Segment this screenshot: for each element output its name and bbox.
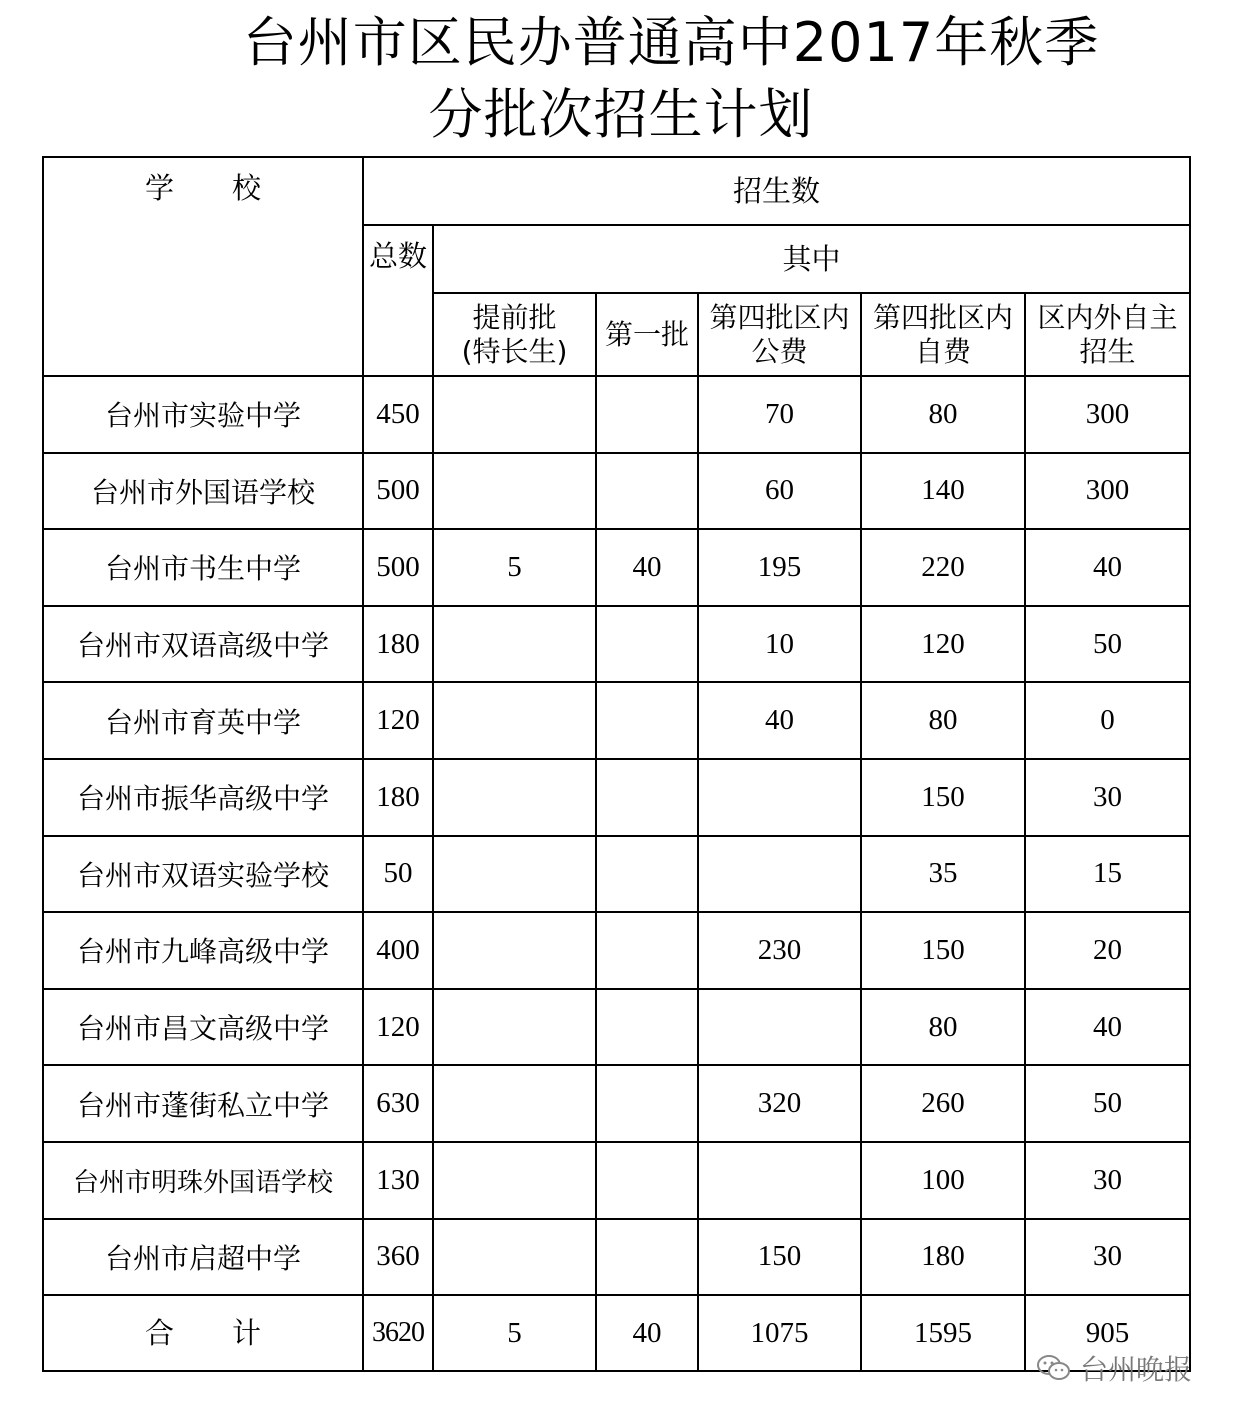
cell-advance: 5 (433, 529, 596, 606)
cell-advance (433, 453, 596, 530)
school-name: 台州市双语实验学校 (43, 836, 363, 913)
cell-fourth-self: 80 (861, 376, 1025, 453)
watermark-text: 台州晚报 (1080, 1353, 1193, 1386)
cell-fourth-public: 230 (698, 912, 861, 989)
cell-first (596, 989, 698, 1066)
cell-total: 50 (363, 836, 433, 913)
header-total: 总数 (363, 225, 433, 376)
summary-fourth-public: 1075 (698, 1295, 861, 1371)
table-row (43, 759, 1190, 836)
cell-first (596, 682, 698, 759)
cell-advance (433, 606, 596, 683)
cell-advance (433, 682, 596, 759)
cell-total: 360 (363, 1219, 433, 1296)
title-line-1: 台州市区民办普通高中2017年秋季 (242, 11, 1100, 74)
cell-first (596, 453, 698, 530)
cell-fourth-self: 260 (861, 1065, 1025, 1142)
cell-first (596, 836, 698, 913)
summary-label: 合 计 (43, 1295, 363, 1371)
summary-total: 3620 (363, 1295, 433, 1371)
cell-fourth-public (698, 836, 861, 913)
cell-fourth-self: 150 (861, 912, 1025, 989)
cell-independent: 50 (1025, 1065, 1190, 1142)
cell-advance (433, 759, 596, 836)
header-fourth-self: 第四批区内 自费 (861, 293, 1025, 376)
cell-total: 180 (363, 606, 433, 683)
header-independent: 区内外自主 招生 (1025, 293, 1190, 376)
cell-independent: 40 (1025, 989, 1190, 1066)
cell-advance (433, 989, 596, 1066)
school-name: 台州市昌文高级中学 (43, 989, 363, 1066)
cell-fourth-public: 320 (698, 1065, 861, 1142)
header-enroll: 招生数 (363, 157, 1190, 225)
cell-advance (433, 1219, 596, 1296)
cell-fourth-public: 60 (698, 453, 861, 530)
school-name: 台州市振华高级中学 (43, 759, 363, 836)
cell-independent: 30 (1025, 759, 1190, 836)
cell-fourth-self: 220 (861, 529, 1025, 606)
cell-fourth-self: 80 (861, 682, 1025, 759)
school-name: 台州市双语高级中学 (43, 606, 363, 683)
table-row (43, 453, 1190, 530)
watermark (1036, 1348, 1192, 1388)
cell-fourth-self: 180 (861, 1219, 1025, 1296)
cell-total: 180 (363, 759, 433, 836)
school-name: 台州市启超中学 (43, 1219, 363, 1296)
cell-fourth-public: 195 (698, 529, 861, 606)
summary-fourth-self: 1595 (861, 1295, 1025, 1371)
cell-total: 500 (363, 529, 433, 606)
header-first: 第一批 (596, 293, 698, 376)
table-row (43, 682, 1190, 759)
summary-row (43, 1295, 1190, 1371)
cell-advance (433, 1065, 596, 1142)
cell-fourth-self: 100 (861, 1142, 1025, 1219)
cell-fourth-self: 140 (861, 453, 1025, 530)
school-name: 台州市育英中学 (43, 682, 363, 759)
header-school: 学 校 (43, 157, 363, 376)
cell-independent: 300 (1025, 453, 1190, 530)
cell-independent: 50 (1025, 606, 1190, 683)
table-row (43, 376, 1190, 453)
cell-first: 40 (596, 529, 698, 606)
cell-fourth-public: 150 (698, 1219, 861, 1296)
cell-independent: 40 (1025, 529, 1190, 606)
cell-first (596, 606, 698, 683)
cell-first (596, 1219, 698, 1296)
table-row (43, 912, 1190, 989)
cell-first (596, 1142, 698, 1219)
summary-first: 40 (596, 1295, 698, 1371)
enrollment-table (42, 156, 1191, 1372)
header-advance: 提前批 (特长生) (433, 293, 596, 376)
table-row (43, 836, 1190, 913)
cell-independent: 0 (1025, 682, 1190, 759)
school-name: 台州市明珠外国语学校 (43, 1142, 363, 1219)
cell-fourth-public (698, 989, 861, 1066)
cell-total: 120 (363, 682, 433, 759)
wechat-icon (1036, 1353, 1072, 1383)
cell-independent: 300 (1025, 376, 1190, 453)
table-row (43, 529, 1190, 606)
cell-total: 130 (363, 1142, 433, 1219)
cell-total: 400 (363, 912, 433, 989)
cell-fourth-self: 150 (861, 759, 1025, 836)
cell-fourth-public: 10 (698, 606, 861, 683)
cell-fourth-self: 120 (861, 606, 1025, 683)
cell-independent: 20 (1025, 912, 1190, 989)
summary-independent: 905 (1025, 1295, 1190, 1371)
cell-first (596, 376, 698, 453)
cell-total: 630 (363, 1065, 433, 1142)
cell-total: 450 (363, 376, 433, 453)
cell-advance (433, 836, 596, 913)
table-row (43, 606, 1190, 683)
table-row (43, 1142, 1190, 1219)
summary-advance: 5 (433, 1295, 596, 1371)
school-name: 台州市蓬街私立中学 (43, 1065, 363, 1142)
cell-total: 120 (363, 989, 433, 1066)
header-among: 其中 (433, 225, 1190, 293)
cell-advance (433, 376, 596, 453)
cell-first (596, 759, 698, 836)
cell-advance (433, 1142, 596, 1219)
header-fourth-public: 第四批区内 公费 (698, 293, 861, 376)
cell-fourth-public: 40 (698, 682, 861, 759)
school-name: 台州市九峰高级中学 (43, 912, 363, 989)
cell-independent: 15 (1025, 836, 1190, 913)
school-name: 台州市实验中学 (43, 376, 363, 453)
cell-fourth-public (698, 1142, 861, 1219)
cell-fourth-public: 70 (698, 376, 861, 453)
cell-independent: 30 (1025, 1142, 1190, 1219)
cell-first (596, 912, 698, 989)
table-row (43, 1065, 1190, 1142)
cell-independent: 30 (1025, 1219, 1190, 1296)
table-row (43, 989, 1190, 1066)
cell-first (596, 1065, 698, 1142)
cell-fourth-self: 35 (861, 836, 1025, 913)
cell-advance (433, 912, 596, 989)
cell-fourth-public (698, 759, 861, 836)
school-name: 台州市书生中学 (43, 529, 363, 606)
cell-total: 500 (363, 453, 433, 530)
school-name: 台州市外国语学校 (43, 453, 363, 530)
title-line-2: 分批次招生计划 (428, 83, 814, 146)
table-row (43, 1219, 1190, 1296)
cell-fourth-self: 80 (861, 989, 1025, 1066)
